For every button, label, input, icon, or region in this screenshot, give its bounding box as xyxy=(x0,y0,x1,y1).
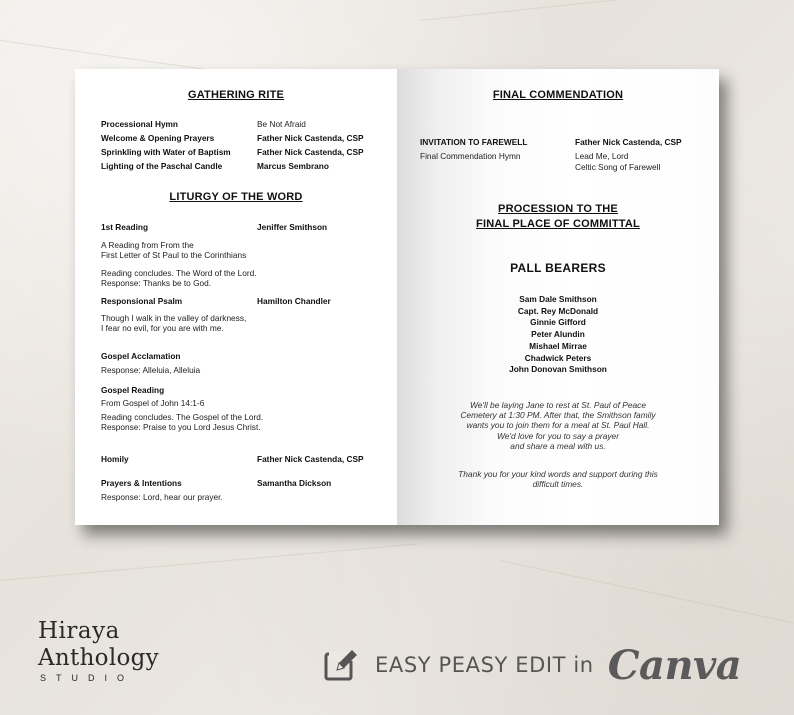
homily-speaker: Father Nick Castenda, CSP xyxy=(257,454,364,464)
left-page xyxy=(75,69,397,525)
marble-vein xyxy=(420,0,794,21)
psalm-text xyxy=(101,313,246,333)
note-line: We'd love for you to say a prayer xyxy=(496,430,619,441)
acclamation-label: Gospel Acclamation xyxy=(101,351,181,361)
note-line: We'll be laying Jane to rest at St. Paul of Peace xyxy=(469,400,647,410)
officiant: Father Nick Castenda, CSP xyxy=(575,137,682,147)
first-reading-response xyxy=(101,268,257,288)
prayers-speaker: Samantha Dickson xyxy=(257,478,332,488)
bearer-name: Peter Alundin xyxy=(531,329,585,340)
hymn-item: Lead Me, Lord xyxy=(575,151,629,161)
rite-item-value: Father Nick Castenda, CSP xyxy=(257,133,364,143)
text-line: Reading concludes. The Word of the Lord. xyxy=(101,268,257,278)
edit-text: EASY PEASY EDIT in xyxy=(375,653,594,677)
rite-item-label: Welcome & Opening Prayers xyxy=(101,133,215,143)
bearer-name: Ginnie Gifford xyxy=(530,317,586,328)
brand-studio: STUDIO xyxy=(40,673,135,683)
gospel-label: Gospel Reading xyxy=(101,385,165,395)
program-booklet xyxy=(75,69,719,525)
brand-name-line2: Anthology xyxy=(38,645,159,671)
invitation-label: INVITATION TO FAREWELL xyxy=(420,137,528,147)
final-commendation-title: FINAL COMMENDATION xyxy=(492,89,624,101)
note-line: Thank you for your kind words and support during this xyxy=(458,469,658,479)
bearer-name: Mishael Mirrae xyxy=(529,340,587,351)
first-reading-label: 1st Reading xyxy=(101,222,149,232)
procession-title-line1: PROCESSION TO THE xyxy=(498,203,618,215)
text-line: Response: Thanks be to God. xyxy=(101,278,212,288)
edit-banner xyxy=(323,640,741,690)
rite-item-value: Marcus Sembrano xyxy=(257,161,329,171)
closing-note xyxy=(397,400,719,451)
liturgy-title: LITURGY OF THE WORD xyxy=(169,191,303,203)
right-page xyxy=(397,69,719,525)
rite-item-value: Be Not Afraid xyxy=(257,119,306,129)
canva-logo: Canva xyxy=(607,641,742,689)
bearer-name: Chadwick Peters xyxy=(524,352,592,363)
homily-label: Homily xyxy=(101,454,129,464)
brand-name-line1: Hiraya xyxy=(38,618,120,644)
rite-item-label: Sprinkling with Water of Baptism xyxy=(101,147,231,157)
bearer-name: John Donovan Smithson xyxy=(509,364,607,375)
prayers-label: Prayers & Intentions xyxy=(101,478,182,488)
rite-item-value: Father Nick Castenda, CSP xyxy=(257,147,364,157)
pall-bearers-title: PALL BEARERS xyxy=(510,261,606,275)
text-line: Response: Praise to you Lord Jesus Christ. xyxy=(101,422,261,432)
invitation-sub: Final Commendation Hymn xyxy=(420,151,521,161)
text-line: Though I walk in the valley of darkness, xyxy=(101,313,247,323)
psalm-reader: Hamilton Chandler xyxy=(257,296,331,306)
text-line: First Letter of St Paul to the Corinthians xyxy=(101,250,247,260)
first-reading-reader: Jeniffer Smithson xyxy=(257,222,328,232)
gathering-rite-title: GATHERING RITE xyxy=(187,89,285,101)
text-line: Reading concludes. The Gospel of the Lord. xyxy=(101,412,264,422)
rite-item-label: Lighting of the Paschal Candle xyxy=(101,161,223,171)
rite-item-label: Processional Hymn xyxy=(101,119,179,129)
pall-bearers-list xyxy=(397,294,719,376)
marble-vein xyxy=(500,560,794,623)
bearer-name: Sam Dale Smithson xyxy=(519,294,597,304)
hymn-list xyxy=(575,151,660,173)
brand-logo xyxy=(38,618,188,683)
gospel-source: From Gospel of John 14:1-6 xyxy=(101,398,205,408)
thanks-note xyxy=(397,469,719,489)
marble-vein xyxy=(0,543,418,581)
note-line: Cemetery at 1:30 PM. After that, the Smithson family xyxy=(460,410,656,421)
text-line: I fear no evil, for you are with me. xyxy=(101,323,224,333)
note-line: and share a meal with us. xyxy=(510,440,606,451)
note-line: wants you to join them for a meal at St. Paul Hall. xyxy=(466,420,650,431)
bearer-name: Capt. Rey McDonald xyxy=(517,305,599,316)
prayers-response: Response: Lord, hear our prayer. xyxy=(101,492,223,502)
psalm-label: Responsional Psalm xyxy=(101,296,183,306)
note-line: difficult times. xyxy=(532,479,584,490)
hymn-item: Celtic Song of Farewell xyxy=(575,162,661,172)
first-reading-text xyxy=(101,240,246,260)
acclamation-response: Response: Alleluia, Alleluia xyxy=(101,365,201,375)
gospel-response xyxy=(101,412,263,432)
procession-title-line2: FINAL PLACE OF COMMITTAL xyxy=(476,218,640,230)
edit-icon xyxy=(323,647,359,683)
text-line: A Reading from From the xyxy=(101,240,194,250)
